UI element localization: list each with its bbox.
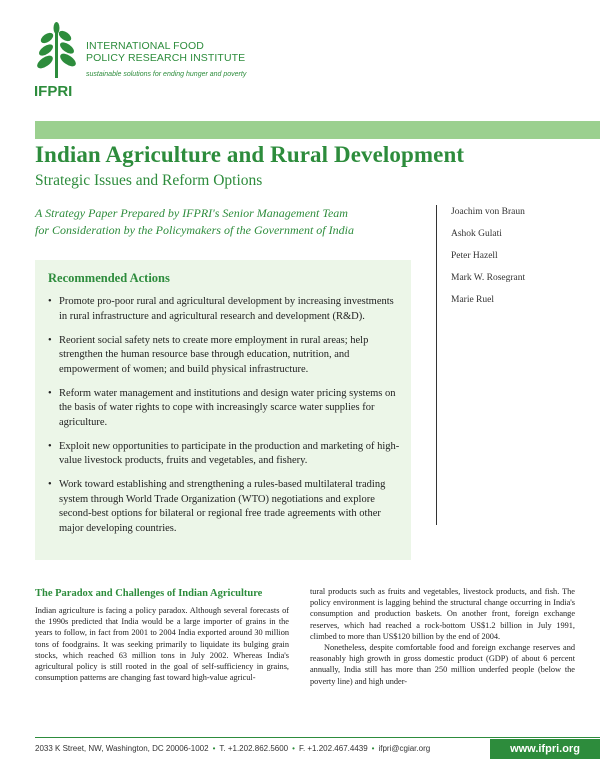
- org-name-line1: INTERNATIONAL FOOD: [86, 40, 204, 52]
- footer-address: 2033 K Street, NW, Washington, DC 20006-1002: [35, 744, 209, 753]
- list-item: [48, 334, 403, 378]
- footer-fax: F. +1.202.467.4439: [298, 744, 368, 753]
- list-item-text: Reform water management and institutions and design water pricing systems on the basis of water rights to cope with increasingly scarce water supplies for agriculture.: [59, 387, 396, 428]
- recommended-actions-list: [48, 295, 403, 546]
- list-item: [48, 478, 403, 536]
- author-list: [451, 207, 525, 317]
- separator-icon: •: [371, 744, 375, 753]
- body-paragraph: Indian agriculture is facing a policy paradox. Although several forecasts of the 1990s predicted that India would be a large importer of grains in the years to follow, in fact from 2001 to 2004 India exported around 30 million tons of foodgrains. It was seeking primarily to liquidate its bulging grain stocks, which reached 63 million tons in July 2002. Whereas India's agricultural policy is still rooted in the goal of self-sufficiency in grains, consumption patterns are changing fast toward high-value agricul-: [35, 606, 289, 683]
- list-item-text: Promote pro-poor rural and agricultural development by increasing investments in rural infrastructure and agricultural research and development (R&D).: [59, 296, 394, 322]
- list-item: [48, 387, 403, 431]
- page-subtitle: Strategic Issues and Reform Options: [35, 172, 263, 189]
- ifpri-logo: [34, 22, 80, 100]
- bullet-icon: •: [48, 387, 52, 399]
- strategy-line-1: A Strategy Paper Prepared by IFPRI's Senior Management Team: [35, 206, 348, 220]
- footer-divider: [35, 737, 600, 738]
- bullet-icon: •: [48, 334, 52, 346]
- list-item: [48, 440, 403, 469]
- strategy-line-2: for Consideration by the Policymakers of the Government of India: [35, 223, 354, 237]
- strategy-statement: [35, 205, 435, 239]
- org-name: [86, 40, 245, 64]
- author: Peter Hazell: [451, 251, 498, 261]
- tagline: sustainable solutions for ending hunger and poverty: [86, 71, 247, 78]
- body-paragraph: Nonetheless, despite comfortable food and foreign exchange reserves and reasonably high growth in gross domestic product (GDP) of about 6 percent annually, India still has more than 250 million underfed people (below the poverty line) and high under-: [310, 643, 575, 686]
- recommended-actions-box: [35, 260, 411, 560]
- list-item-text: Exploit new opportunities to participate in the production and marketing of high-value livestock products, fruits and vegetables, and fishery.: [59, 440, 400, 466]
- website-link[interactable]: www.ifpri.org: [490, 739, 600, 759]
- org-name-line2: POLICY RESEARCH INSTITUTE: [86, 52, 246, 64]
- separator-icon: •: [212, 744, 216, 753]
- author: Mark W. Rosegrant: [451, 273, 526, 283]
- list-item-text: Reorient social safety nets to create more employment in rural areas; help strengthen the human resource base through education, nutrition, and empowerment of women; and build physical infrastructure.: [59, 334, 369, 375]
- bullet-icon: •: [48, 440, 52, 452]
- author: Marie Ruel: [451, 295, 495, 305]
- list-item: [48, 295, 403, 324]
- footer-email[interactable]: ifpri@cgiar.org: [378, 744, 431, 753]
- author: Ashok Gulati: [451, 229, 502, 239]
- bullet-icon: •: [48, 296, 52, 307]
- list-item-text: Work toward establishing and strengthening a rules-based multilateral trading system through World Trade Organization (WTO) negotiations and explore second-best options for bilateral or regional free trade agreements with other major developing countries.: [59, 479, 386, 534]
- bullet-icon: •: [48, 479, 52, 490]
- footer-contact: [35, 744, 430, 753]
- recommended-actions-title: Recommended Actions: [48, 271, 170, 285]
- separator-icon: •: [292, 744, 295, 753]
- header-band: [35, 121, 600, 139]
- logo-wordmark: IFPRI: [34, 83, 73, 100]
- authors-divider: [436, 205, 437, 525]
- body-paragraph: tural products such as fruits and vegetables, livestock products, and fish. The policy environment is lagging behind the structural change occurring in India's consumption and production baskets. On another front, foreign exchange reserves, which had reached a rock-bottom US$1.2 billion in July 1991, climbed to more than US$120 billion by the end of 2004.: [310, 587, 575, 641]
- author: Joachim von Braun: [451, 207, 525, 217]
- section-heading: The Paradox and Challenges of Indian Agriculture: [35, 588, 263, 599]
- body-column-right: [310, 586, 575, 687]
- page-title: Indian Agriculture and Rural Development: [35, 142, 465, 167]
- body-column-left: [35, 605, 289, 683]
- footer-phone: T. +1.202.862.5600: [219, 744, 289, 753]
